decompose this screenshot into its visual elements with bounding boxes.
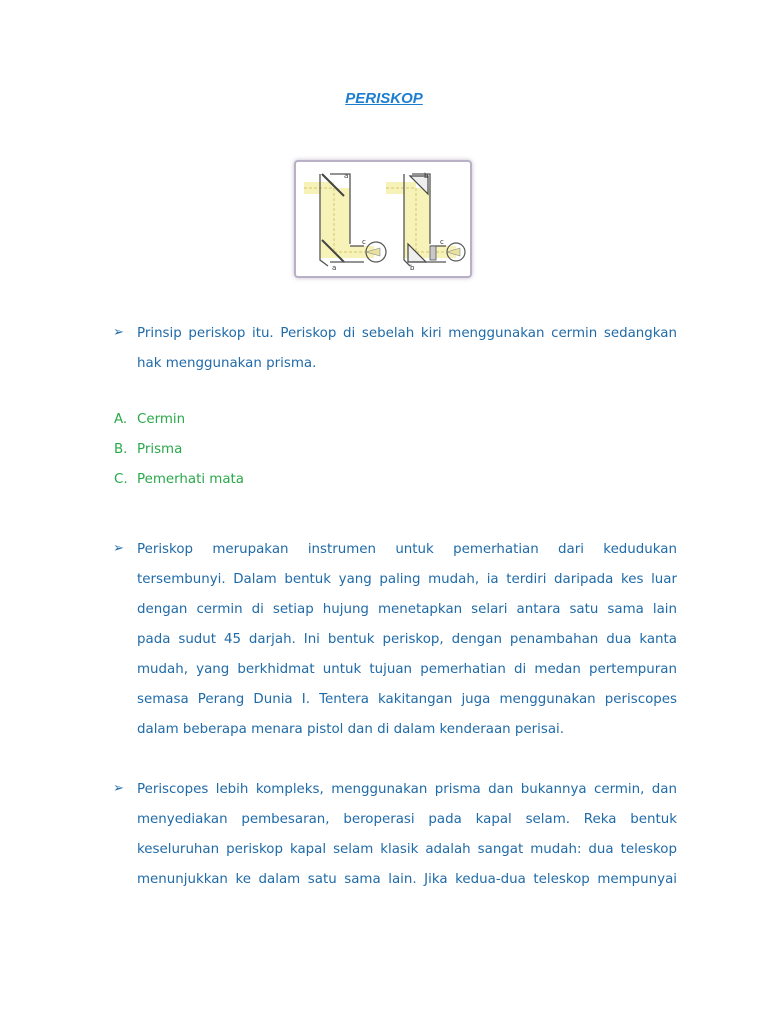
text-line: dengan cermin di setiap hujung menetapkan selari antara satu sama lain [137, 602, 677, 617]
list-letter: C. [114, 472, 128, 487]
periscope-diagram-svg [300, 166, 466, 272]
paragraph-principle [137, 319, 677, 379]
text-line: pada sudut 45 darjah. Ini bentuk periskop, dengan penambahan dua kanta [137, 632, 677, 647]
paragraph-definition [137, 535, 677, 745]
right-periscope [386, 172, 465, 272]
list-item-c [114, 472, 514, 487]
label-a-bottom: a [332, 264, 337, 272]
text-line: menyediakan pembesaran, beroperasi pada kapal selam. Reka bentuk [137, 812, 677, 827]
text-line: menunjukkan ke dalam satu sama lain. Jika kedua-dua teleskop mempunyai [137, 872, 677, 887]
label-b-top: b [424, 172, 429, 180]
label-c-right: c [440, 238, 444, 246]
paragraph-submarine [137, 775, 677, 895]
list-item-b [114, 442, 514, 457]
list-letter: B. [114, 442, 128, 457]
text-line: mudah, yang berkhidmat untuk tujuan pemerhatian di medan pertempuran [137, 662, 677, 677]
text-line: dalam beberapa menara pistol dan di dalam kenderaan perisai. [137, 722, 565, 737]
left-periscope [304, 172, 386, 272]
page-title [0, 90, 768, 107]
periscope-diagram [294, 160, 472, 278]
list-item-a [114, 412, 514, 427]
label-c-left: c [362, 238, 366, 246]
text-line: semasa Perang Dunia I. Tentera kakitangan juga menggunakan periscopes [137, 692, 677, 707]
label-b-bottom: b [410, 264, 415, 272]
bullet-arrow-icon: ➢ [113, 541, 124, 556]
text-line: Prinsip periskop itu. Periskop di sebelah kiri menggunakan cermin sedangkan [137, 326, 677, 341]
text-line: tersembunyi. Dalam bentuk yang paling mudah, ia terdiri daripada kes luar [137, 572, 677, 587]
bullet-arrow-icon: ➢ [113, 781, 124, 796]
text-line: Periscopes lebih kompleks, menggunakan prisma dan bukannya cermin, dan [137, 782, 677, 797]
text-line: keseluruhan periskop kapal selam klasik adalah sangat mudah: dua teleskop [137, 842, 677, 857]
list-letter: A. [114, 412, 128, 427]
list-text: Pemerhati mata [137, 472, 245, 487]
text-line: hak menggunakan prisma. [137, 356, 317, 371]
list-text: Cermin [137, 412, 186, 427]
list-text: Prisma [137, 442, 183, 457]
page-title-text: PERISKOP [345, 90, 423, 107]
text-line: Periskop merupakan instrumen untuk pemerhatian dari kedudukan [137, 542, 677, 557]
bullet-arrow-icon: ➢ [113, 325, 124, 340]
label-a-top: a [344, 172, 349, 180]
